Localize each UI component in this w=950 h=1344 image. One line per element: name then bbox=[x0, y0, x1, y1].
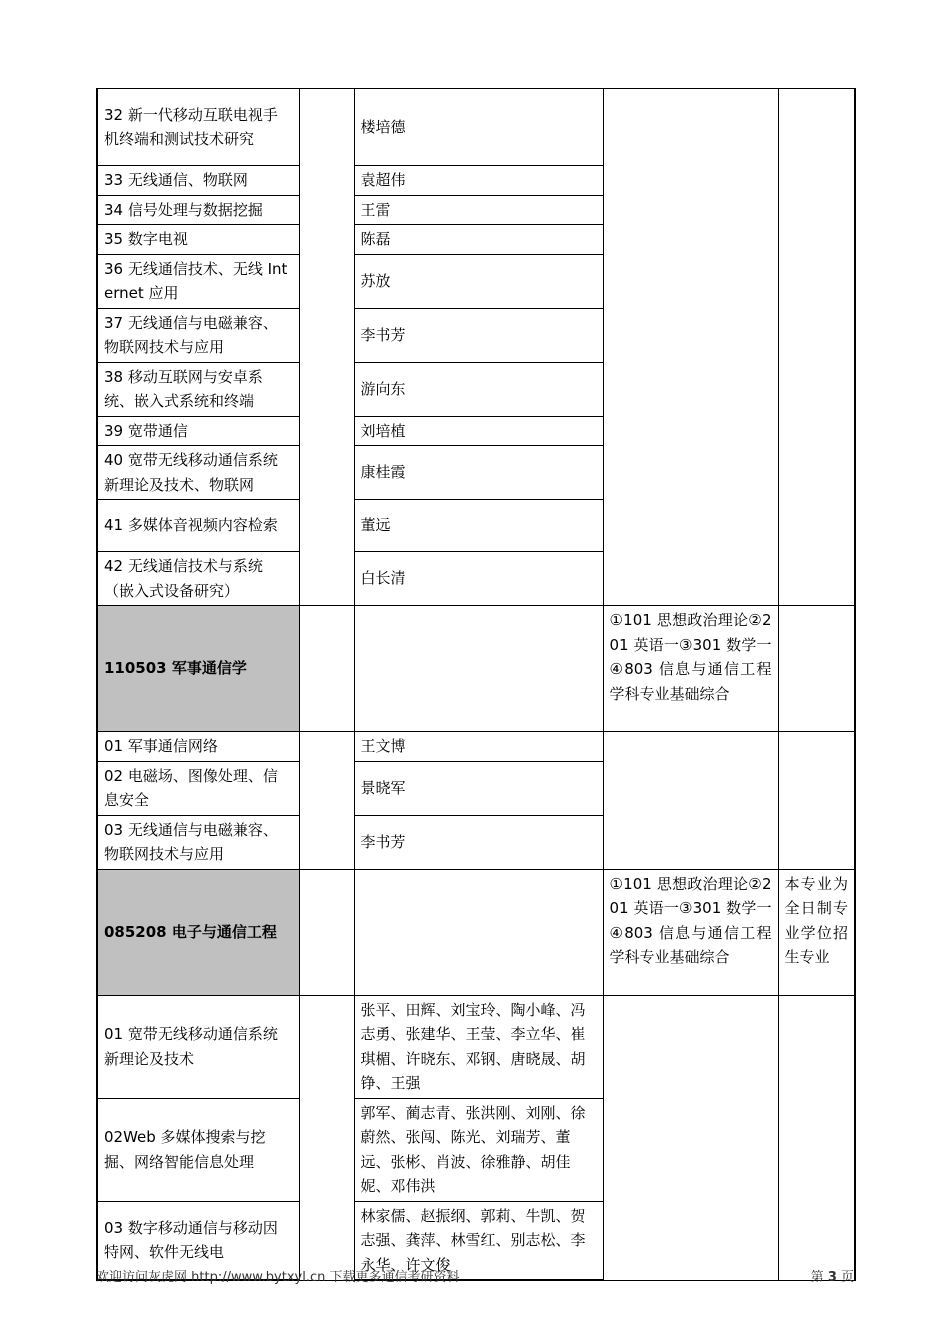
program-table bbox=[96, 88, 856, 1281]
advisor-cell: 张平、田辉、刘宝玲、陶小峰、冯志勇、张建华、王莹、李立华、崔琪楣、许晓东、邓钢、唐晓晟、胡铮、王强 bbox=[354, 995, 603, 1098]
note-cell bbox=[778, 995, 855, 1280]
section-title: 110503 军事通信学 bbox=[97, 606, 299, 732]
empty-cell bbox=[299, 995, 354, 1280]
direction-cell: 41 多媒体音视频内容检索 bbox=[97, 500, 299, 552]
footer-text: 欢迎访问灰虎网 http://www.bytxyl.cn 下载更多通信考研资料 bbox=[96, 1270, 460, 1285]
note-cell bbox=[778, 732, 855, 870]
advisor-cell: 白长清 bbox=[354, 552, 603, 606]
direction-cell: 40 宽带无线移动通信系统新理论及技术、物联网 bbox=[97, 446, 299, 500]
advisor-cell: 王文博 bbox=[354, 732, 603, 762]
direction-cell: 02Web 多媒体搜索与挖掘、网络智能信息处理 bbox=[97, 1098, 299, 1201]
advisor-cell: 陈磊 bbox=[354, 225, 603, 255]
direction-cell: 34 信号处理与数据挖掘 bbox=[97, 195, 299, 225]
direction-cell: 38 移动互联网与安卓系统、嵌入式系统和终端 bbox=[97, 362, 299, 416]
advisor-cell: 李书芳 bbox=[354, 815, 603, 869]
empty-cell bbox=[299, 89, 354, 606]
page-prefix: 第 bbox=[810, 1270, 828, 1285]
direction-cell: 02 电磁场、图像处理、信息安全 bbox=[97, 761, 299, 815]
advisor-cell: 苏放 bbox=[354, 254, 603, 308]
note-cell bbox=[778, 606, 855, 732]
direction-cell: 03 无线通信与电磁兼容、物联网技术与应用 bbox=[97, 815, 299, 869]
advisor-cell: 刘培植 bbox=[354, 416, 603, 446]
exam-cell bbox=[603, 995, 778, 1280]
advisor-cell: 袁超伟 bbox=[354, 166, 603, 196]
page-suffix: 页 bbox=[836, 1270, 854, 1285]
advisor-cell: 楼培德 bbox=[354, 89, 603, 166]
page-num: 3 bbox=[827, 1270, 837, 1285]
advisor-cell: 董远 bbox=[354, 500, 603, 552]
advisor-cell: 景晓军 bbox=[354, 761, 603, 815]
direction-cell: 37 无线通信与电磁兼容、物联网技术与应用 bbox=[97, 308, 299, 362]
empty-cell bbox=[354, 606, 603, 732]
direction-cell: 32 新一代移动互联电视手机终端和测试技术研究 bbox=[97, 89, 299, 166]
direction-cell: 36 无线通信技术、无线 Internet 应用 bbox=[97, 254, 299, 308]
empty-cell bbox=[299, 732, 354, 870]
exam-subjects: ①101 思想政治理论②201 英语一③301 数学一④803 信息与通信工程学科专业基础综合 bbox=[603, 869, 778, 995]
direction-cell: 03 数字移动通信与移动因特网、软件无线电 bbox=[97, 1201, 299, 1280]
empty-cell bbox=[299, 606, 354, 732]
advisor-cell: 李书芳 bbox=[354, 308, 603, 362]
empty-cell bbox=[299, 869, 354, 995]
direction-cell: 01 宽带无线移动通信系统新理论及技术 bbox=[97, 995, 299, 1098]
advisor-cell: 游向东 bbox=[354, 362, 603, 416]
direction-cell: 35 数字电视 bbox=[97, 225, 299, 255]
exam-cell bbox=[603, 89, 778, 606]
advisor-cell: 郭军、蔺志青、张洪刚、刘刚、徐蔚然、张闯、陈光、刘瑞芳、董远、张彬、肖波、徐雅静、胡佳妮、邓伟洪 bbox=[354, 1098, 603, 1201]
page-number bbox=[811, 1266, 854, 1285]
exam-cell bbox=[603, 732, 778, 870]
advisor-cell: 王雷 bbox=[354, 195, 603, 225]
direction-cell: 39 宽带通信 bbox=[97, 416, 299, 446]
direction-cell: 33 无线通信、物联网 bbox=[97, 166, 299, 196]
advisor-cell: 林家儒、赵振纲、郭莉、牛凯、贺志强、龚萍、林雪红、别志松、李永华、许文俊 bbox=[354, 1201, 603, 1280]
exam-subjects: ①101 思想政治理论②201 英语一③301 数学一④803 信息与通信工程学科专业基础综合 bbox=[603, 606, 778, 732]
direction-cell: 01 军事通信网络 bbox=[97, 732, 299, 762]
empty-cell bbox=[354, 869, 603, 995]
program-note: 本专业为全日制专业学位招生专业 bbox=[778, 869, 855, 995]
note-cell bbox=[778, 89, 855, 606]
direction-cell: 42 无线通信技术与系统（嵌入式设备研究） bbox=[97, 552, 299, 606]
section-title: 085208 电子与通信工程 bbox=[97, 869, 299, 995]
advisor-cell: 康桂霞 bbox=[354, 446, 603, 500]
